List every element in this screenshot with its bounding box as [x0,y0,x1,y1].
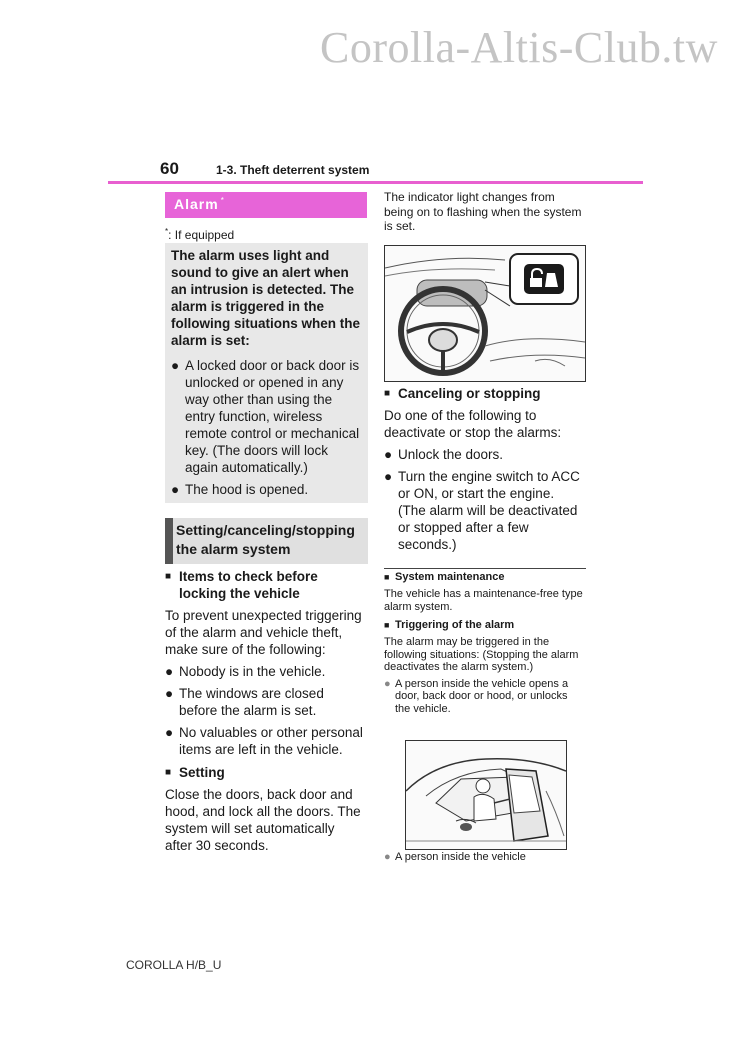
list-item-text: The hood is opened. [185,482,309,497]
bullet-icon: ● [384,469,393,484]
person-in-vehicle-illustration [405,740,567,850]
page-number: 60 [160,159,179,178]
setting-subheading [165,764,365,781]
bullet-icon: ● [165,664,174,679]
list-item-text: Turn the engine switch to ACC or ON, or start the engine. (The alarm will be deactivated or stopped after a few seconds.) [398,469,580,552]
list-item-text: A locked door or back door is unlocked or opened in any way other than using the entry function, wireless remote control or mechanical key. (The doors will lock again automatically.) [185,358,360,475]
indicator-illustration [384,245,586,382]
cancel-intro: Do one of the following to deactivate or stop the alarms: [384,408,562,440]
list-item [384,446,584,463]
info-notes [384,571,584,715]
square-bullet-icon: ■ [384,572,390,582]
list-item [165,685,365,719]
list-item-text: Nobody is in the vehicle. [179,664,326,679]
header-rule [108,181,643,184]
footnote-mark: * [165,227,169,236]
square-bullet-icon: ■ [384,620,390,630]
car-door-illustration [406,741,566,849]
triggering-heading-text: Triggering of the alarm [395,619,515,631]
list-item [384,468,584,553]
left-column-body [165,568,365,854]
square-bullet-icon: ■ [165,767,172,778]
list-item [384,678,584,716]
setting-subheading-text: Setting [179,765,225,780]
list-item-text: No valuables or other personal items are left in the vehicle. [179,725,363,757]
divider [384,568,586,569]
list-item [384,851,584,864]
watermark: Corolla-Altis-Club.tw [320,23,718,72]
triggering-heading [384,619,584,632]
items-heading [165,568,365,602]
cancel-heading-text: Canceling or stopping [398,386,541,401]
bullet-icon: ● [384,447,393,462]
items-intro: To prevent unexpected triggering of the alarm and vehicle theft, make sure of the following: [165,608,362,657]
bullet-icon: ● [384,851,391,863]
triggering-text: The alarm may be triggered in the following situations: (Stopping the alarm deactivates the alarm system.) [384,636,579,673]
alarm-bullet-list [171,357,361,498]
alarm-intro: The alarm uses light and sound to give an alert when an intrusion is detected. The alarm is triggered in the following situations when the alarm is set: [171,248,360,348]
section-title: 1-3. Theft deterrent system [216,163,370,177]
indicator-text: The indicator light changes from being on to flashing when the system is set. [384,190,582,233]
list-item [165,663,365,680]
cancel-heading [384,385,584,402]
alarm-heading-mark: * [220,196,225,206]
right-column-body [384,385,584,553]
list-item-text: Unlock the doors. [398,447,504,462]
footnote [165,227,234,242]
list-item-text: A person inside the vehicle opens a door, back door or hood, or unlocks the vehicle. [395,677,569,715]
setting-heading: Setting/canceling/stopping the alarm system [176,522,355,557]
items-heading-text: Items to check before locking the vehicle [179,569,318,601]
square-bullet-icon: ■ [384,388,391,399]
bullet-icon: ● [171,358,180,373]
footer-model: COROLLA H/B_U [126,958,222,972]
steering-wheel-illustration [385,246,585,381]
list-item-text: The windows are closed before the alarm is set. [179,686,324,718]
bullet-icon: ● [165,725,174,740]
setting-text: Close the doors, back door and hood, and lock all the doors. The system will set automatically after 30 seconds. [165,787,361,853]
list-item [171,481,361,498]
footnote-text: : If equipped [168,228,235,242]
alarm-heading-text: Alarm [174,196,219,212]
bullet-icon: ● [171,482,180,497]
maintenance-text: The vehicle has a maintenance-free type alarm system. [384,588,583,613]
list-item [165,724,365,758]
maintenance-heading [384,571,584,584]
maintenance-heading-text: System maintenance [395,571,505,583]
bullet-icon: ● [384,677,391,690]
square-bullet-icon: ■ [165,571,172,582]
list-item [171,357,361,476]
alarm-heading [174,196,225,212]
list-item-text: A person inside the vehicle [395,851,526,863]
bullet-icon: ● [165,686,174,701]
